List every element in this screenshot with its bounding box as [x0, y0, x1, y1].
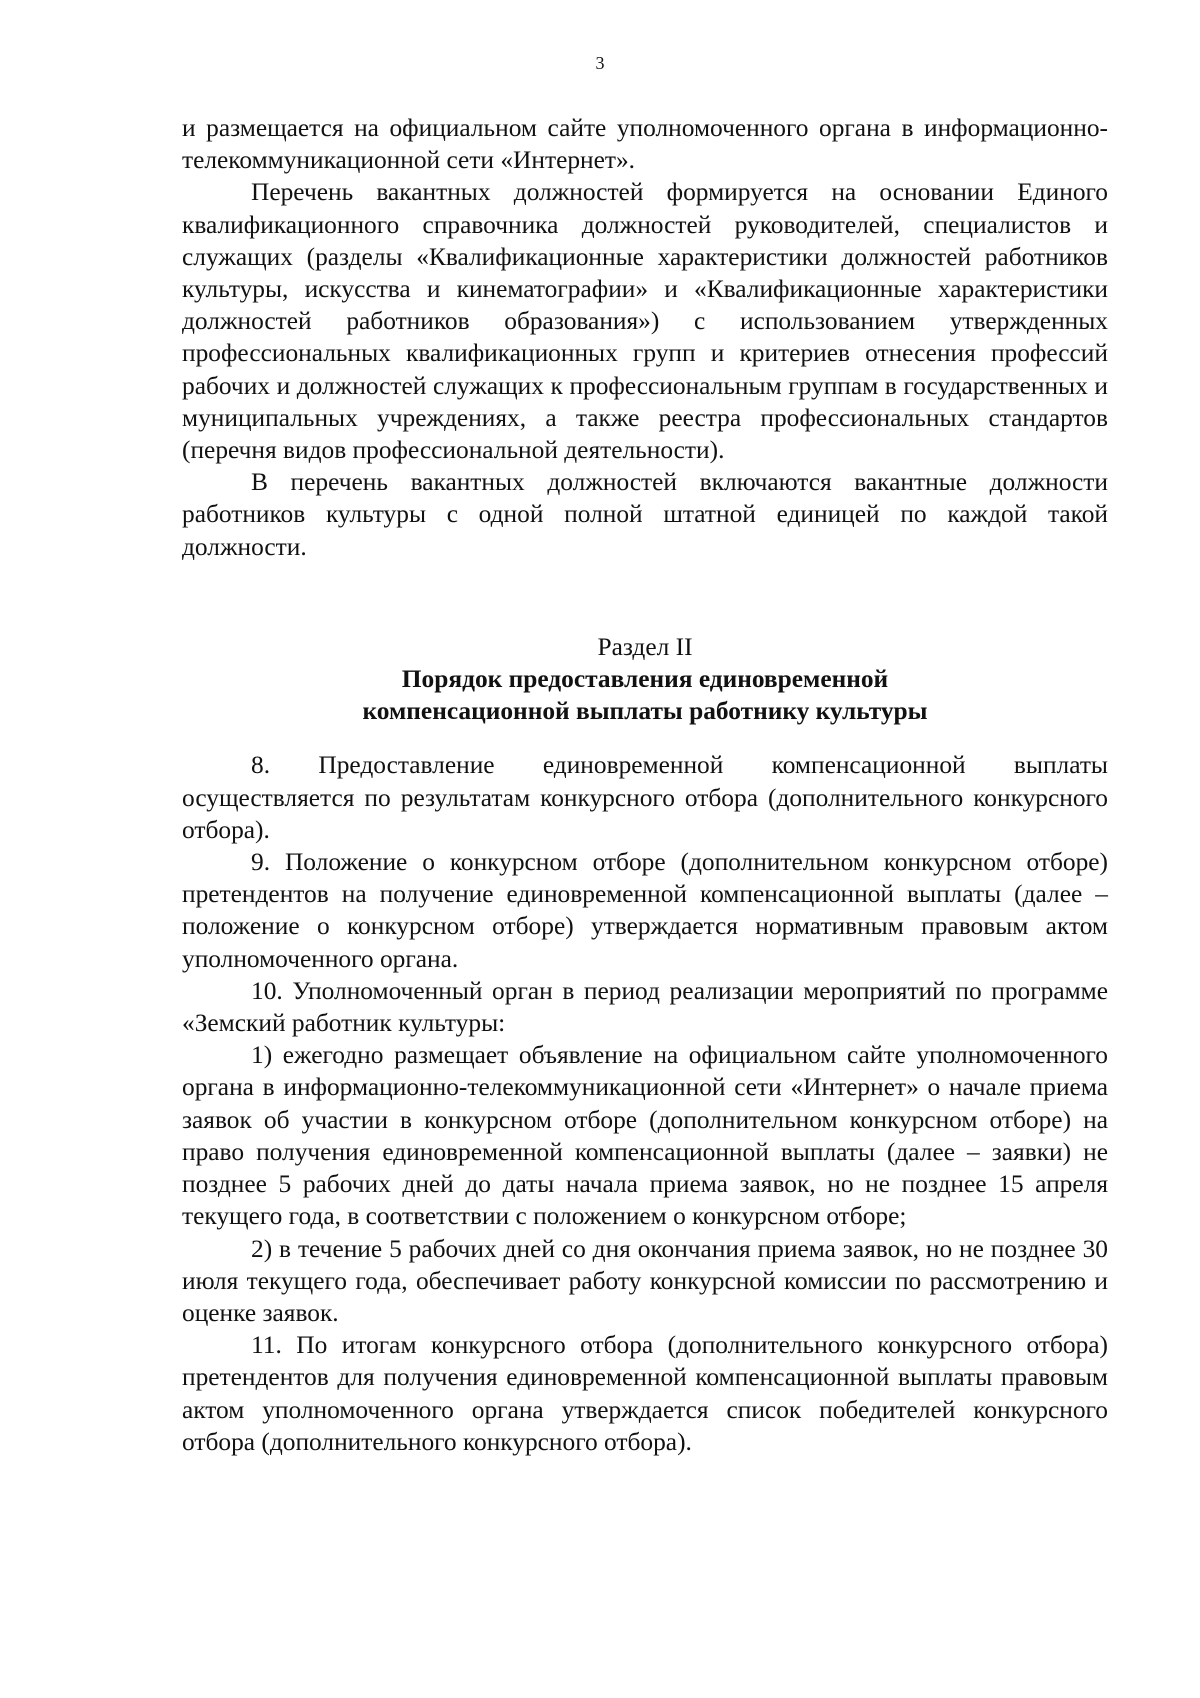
- clause-9: 9. Положение о конкурсном отборе (дополнительном конкурсном отборе) претендентов на получение единовременной компенсационной выплаты (далее – положение о конкурсном отборе) утверждается нормативным правовым актом уполномоченного органа.: [182, 848, 1108, 973]
- page-number: 3: [595, 53, 605, 73]
- clause-8: 8. Предоставление единовременной компенсационной выплаты осуществляется по результатам конкурсного отбора (дополнительного конкурсного отбора).: [182, 751, 1108, 844]
- clause-11: 11. По итогам конкурсного отбора (дополнительного конкурсного отбора) претендентов для получения единовременной компенсационной выплаты правовым актом уполномоченного органа утверждается список победителей конкурсного отбора (дополнительного конкурсного отбора).: [182, 1331, 1108, 1456]
- section-label: Раздел II: [597, 632, 693, 661]
- paragraph-vacancy-list-basis: Перечень вакантных должностей формируется на основании Единого квалификационного справочника должностей руководителей, специалистов и служащих (разделы «Квалификационные характеристики должностей работников культуры, искусства и кинематографии» и «Квалификационные характеристики должностей работников образования») с использованием утвержденных профессиональных квалификационных групп и критериев отнесения профессий рабочих и должностей служащих к профессиональным группам в государственных и муниципальных учреждениях, а также реестра профессиональных стандартов (перечня видов профессиональной деятельности).: [182, 178, 1108, 465]
- section-title-line-1: Порядок предоставления единовременной: [401, 665, 889, 694]
- clause-10-item-1: 1) ежегодно размещает объявление на официальном сайте уполномоченного органа в информационно-телекоммуникационной сети «Интернет» о начале приема заявок об участии в конкурсном отборе (дополнительном конкурсном отборе) на право получения единовременной компенсационной выплаты (далее – заявки) не позднее 5 рабочих дней до даты начала приема заявок, но не позднее 15 апреля текущего года, в соответствии с положением о конкурсном отборе;: [182, 1041, 1108, 1231]
- clause-10-item-2: 2) в течение 5 рабочих дней со дня окончания приема заявок, но не позднее 30 июля текущего года, обеспечивает работу конкурсной комиссии по рассмотрению и оценке заявок.: [182, 1234, 1108, 1327]
- section-title-line-2: компенсационной выплаты работнику культуры: [362, 697, 928, 726]
- document-body: [182, 112, 1108, 1458]
- paragraph-vacancy-list-inclusion: В перечень вакантных должностей включаются вакантные должности работников культуры с одной полной штатной единицей по каждой такой должности.: [182, 468, 1108, 561]
- clause-10: 10. Уполномоченный орган в период реализации мероприятий по программе «Земский работник культуры:: [182, 976, 1108, 1038]
- paragraph-continuation: и размещается на официальном сайте уполномоченного органа в информационно-телекоммуникационной сети «Интернет».: [182, 114, 1108, 175]
